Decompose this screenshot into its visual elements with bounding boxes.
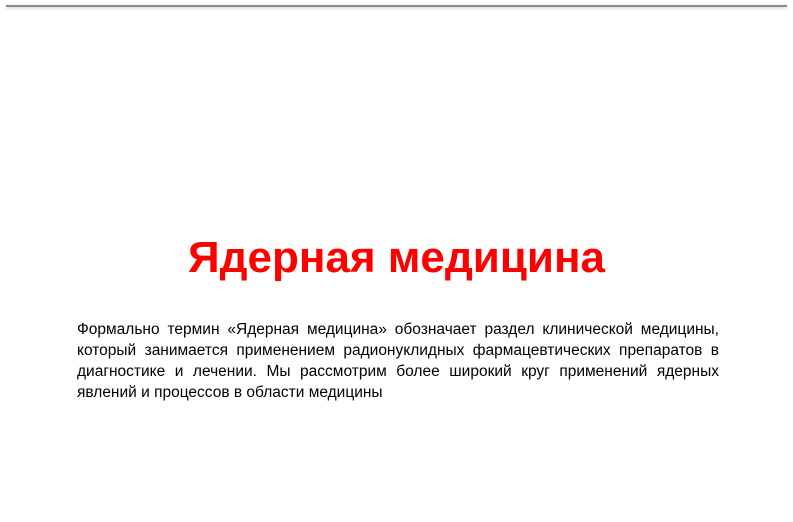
body-paragraph: Формально термин «Ядерная медицина» обозначает раздел клинической медицины, который занимается применением радионуклидных фармацевтических препаратов в диагностике и лечении. Мы рассмотрим более широкий круг применений ядерных явлений и процессов в области медицины [77, 321, 719, 401]
page-top-edge [6, 5, 787, 7]
page-title: Ядерная медицина [188, 233, 605, 282]
